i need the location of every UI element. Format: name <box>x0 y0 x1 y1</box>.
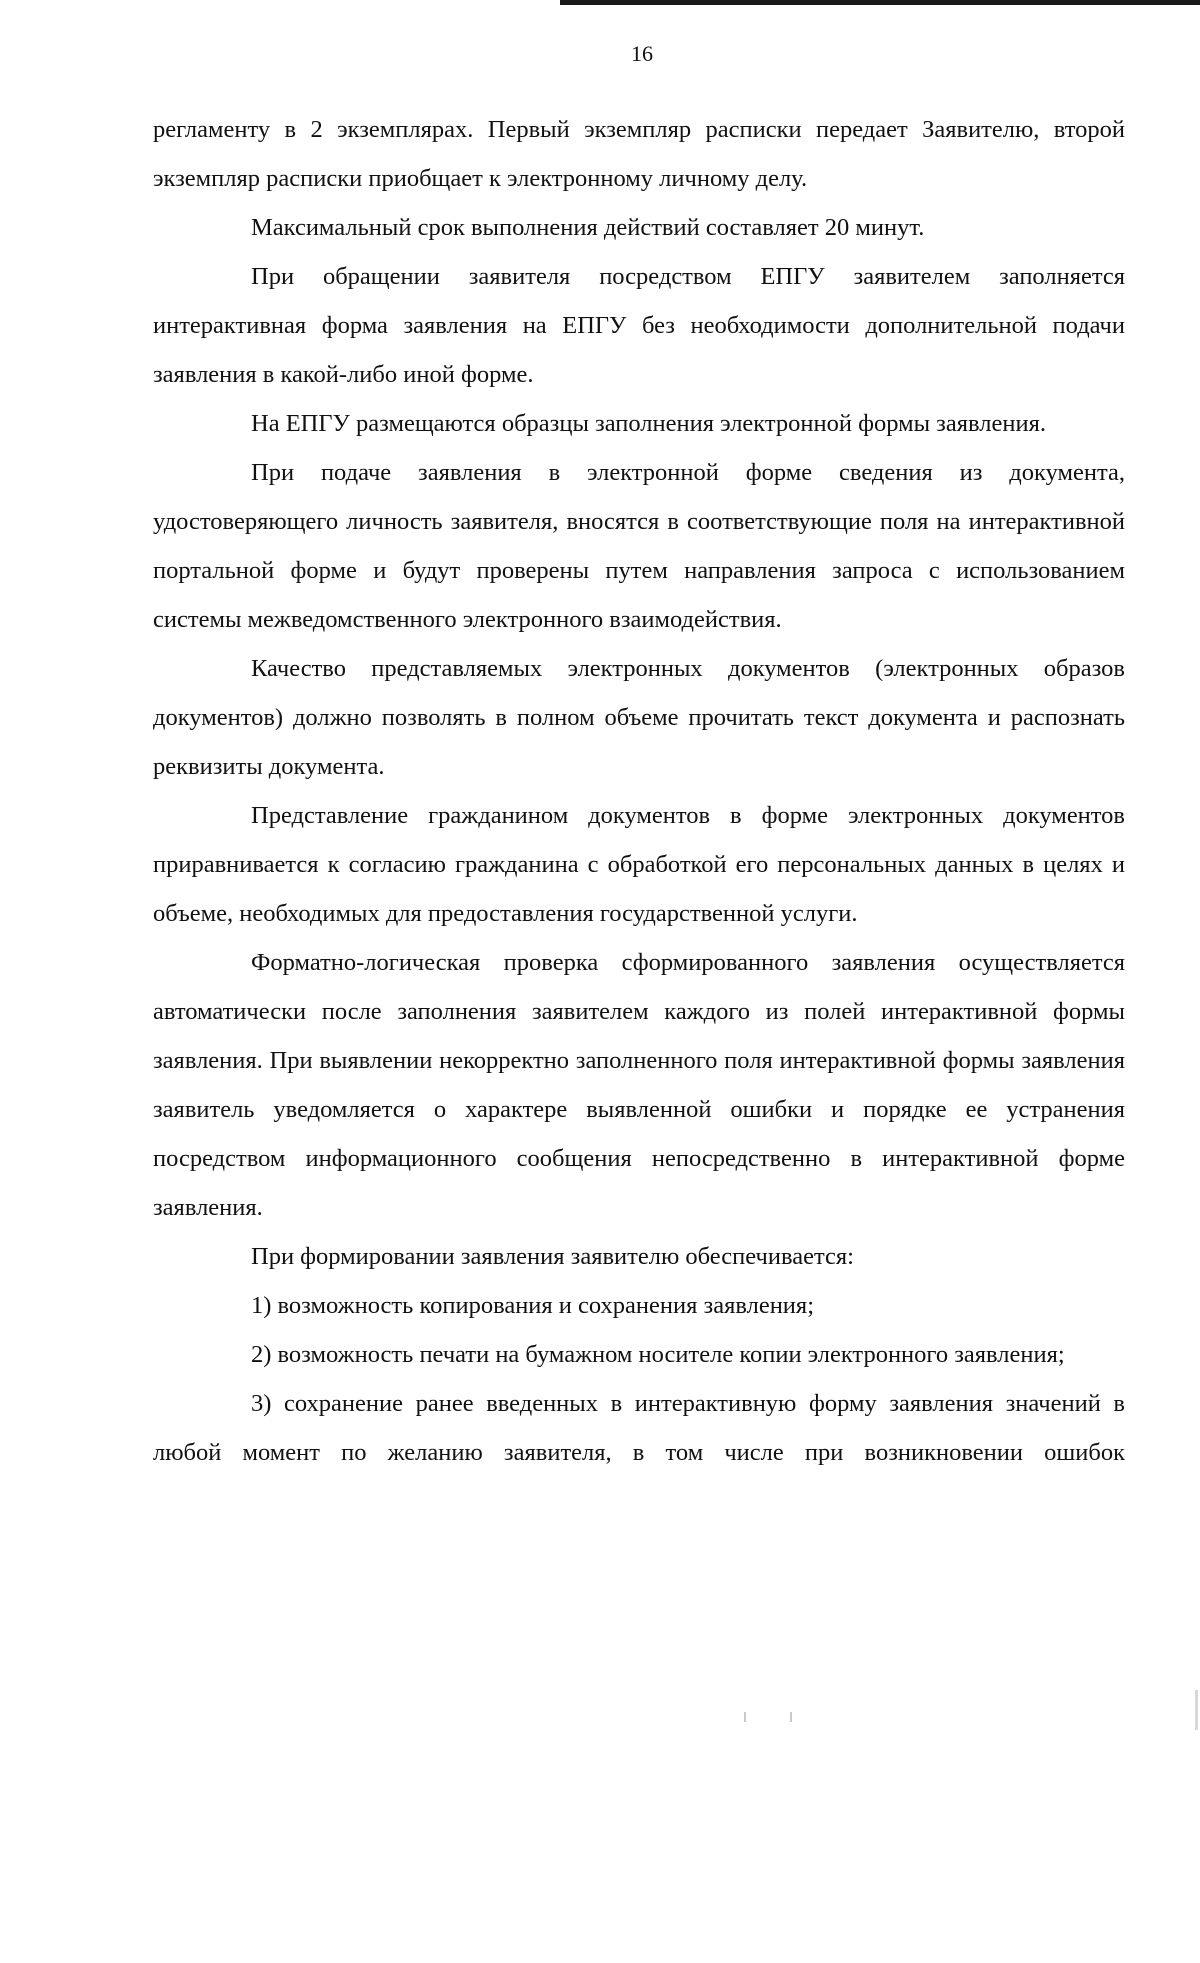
body-text <box>153 105 1125 1477</box>
list-item-2: 2) возможность печати на бумажном носителе копии электронного заявления; <box>251 1341 1065 1368</box>
paragraph-provided: При формировании заявления заявителю обеспечивается: <box>251 1243 854 1270</box>
list-item-3: 3) сохранение ранее введенных в интерактивную форму заявления значений в любой момент по желанию заявителя, в том числе при возникновении ошибок <box>153 1390 1125 1466</box>
paragraph-max-time: Максимальный срок выполнения действий составляет 20 минут. <box>251 214 925 241</box>
scan-edge-mark <box>1195 1690 1198 1730</box>
paragraph-consent: Представление гражданином документов в форме электронных документов приравнивается к согласию гражданина с обработкой его персональных данных в целях и объеме, необходимых для предоставления государственной услуги. <box>153 802 1125 927</box>
scan-speck <box>790 1712 792 1722</box>
page-number: 16 <box>631 41 653 66</box>
paragraph-epgu-form: При обращении заявителя посредством ЕПГУ заявителем заполняется интерактивная форма заявления на ЕПГУ без необходимости дополнительной подачи заявления в какой-либо иной форме. <box>153 263 1125 388</box>
scan-edge-rule <box>560 0 1200 5</box>
paragraph-quality: Качество представляемых электронных документов (электронных образов документов) должно позволять в полном объеме прочитать текст документа и распознать реквизиты документа. <box>153 655 1125 780</box>
list-item-1: 1) возможность копирования и сохранения заявления; <box>251 1292 814 1319</box>
paragraph-format-check: Форматно-логическая проверка сформированного заявления осуществляется автоматически после заполнения заявителем каждого из полей интерактивной формы заявления. При выявлении некорректно заполненного поля интерактивной формы заявления заявитель уведомляется о характере выявленной ошибки и порядке ее устранения посредством информационного сообщения непосредственно в интерактивной форме заявления. <box>153 949 1125 1221</box>
paragraph-identity-check: При подаче заявления в электронной форме сведения из документа, удостоверяющего личность заявителя, вносятся в соответствующие поля на интерактивной портальной форме и будут проверены путем направления запроса с использованием системы межведомственного электронного взаимодействия. <box>153 459 1125 633</box>
scan-speck <box>744 1712 746 1722</box>
paragraph-continuation: регламенту в 2 экземплярах. Первый экземпляр расписки передает Заявителю, второй экземпляр расписки приобщает к электронному личному делу. <box>153 116 1125 192</box>
paragraph-epgu-samples: На ЕПГУ размещаются образцы заполнения электронной формы заявления. <box>251 410 1046 437</box>
